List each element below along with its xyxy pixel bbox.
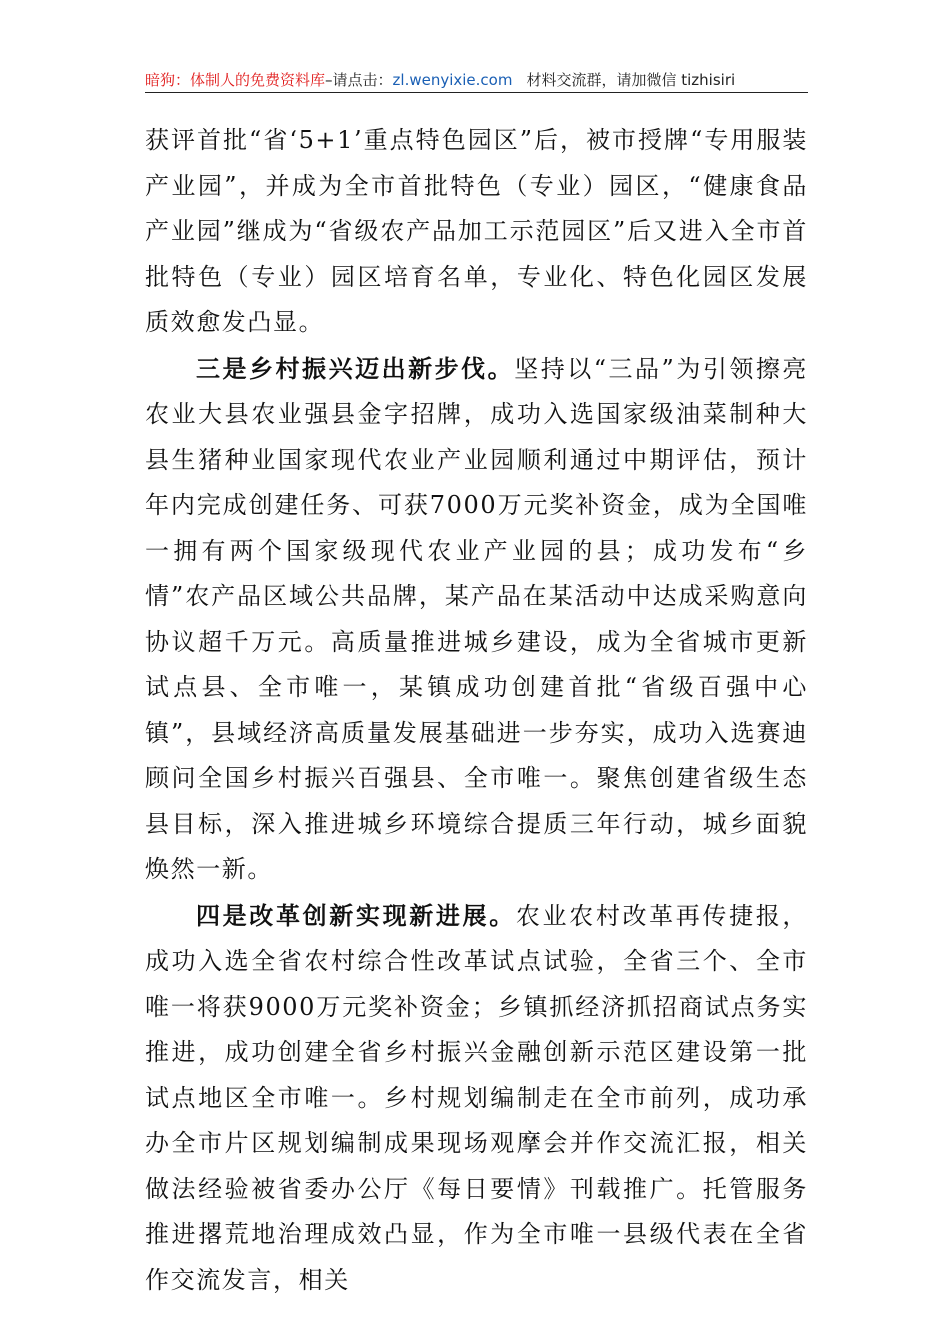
paragraph-2 bbox=[145, 346, 808, 893]
paragraph-1 bbox=[145, 117, 808, 346]
header-group-text: 材料交流群，请加微信 tizhisiri bbox=[526, 71, 736, 89]
paragraph-2-lead: 三是乡村振兴迈出新步伐。 bbox=[196, 353, 515, 383]
paragraph-2-text: 坚持以“三品”为引领擦亮农业大县农业强县金字招牌，成功入选国家级油菜制种大县生猪种业国家现代农业产业园顺利通过中期评估，预计年内完成创建任务、可获7000万元奖补资金，成为全国唯一拥有两个国家级现代农业产业园的县；成功发布“乡情”农产品区域公共品牌，某产品在某活动中达成采购意向协议超千万元。高质量推进城乡建设，成为全省城市更新试点县、全市唯一，某镇成功创建首批“省级百强中心镇”，县域经济高质量发展基础进一步夯实，成功入选赛迪顾问全国乡村振兴百强县、全市唯一。聚焦创建省级生态县目标，深入推进城乡环境综合提质三年行动，城乡面貌焕然一新。 bbox=[145, 354, 808, 883]
header-url-link[interactable]: zl.wenyixie.com bbox=[392, 71, 513, 89]
paragraph-3 bbox=[145, 893, 808, 1304]
page-header bbox=[145, 70, 808, 93]
paragraph-3-text: 农业农村改革再传捷报，成功入选全省农村综合性改革试点试验，全省三个、全市唯一将获9000万元奖补资金；乡镇抓经济抓招商试点务实推进，成功创建全省乡村振兴金融创新示范区建设第一批试点地区全市唯一。乡村规划编制走在全市前列，成功承办全市片区规划编制成果现场观摩会并作交流汇报，相关做法经验被省委办公厅《每日要情》刊载推广。托管服务推进撂荒地治理成效凸显，作为全市唯一县级代表在全省作交流发言，相关 bbox=[145, 901, 808, 1294]
paragraph-3-lead: 四是改革创新实现新进展。 bbox=[196, 900, 516, 930]
document-body bbox=[145, 117, 808, 1303]
header-promo-text: 暗狗：体制人的免费资料库 bbox=[145, 71, 326, 89]
paragraph-1-text: 获评首批“省‘5+1’重点特色园区”后，被市授牌“专用服装产业园”，并成为全市首批特色（专业）园区，“健康食品产业园”继成为“省级农产品加工示范园区”后又进入全市首批特色（专业）园区培育名单，专业化、特色化园区发展质效愈发凸显。 bbox=[145, 126, 808, 336]
header-prompt-text: –请点击： bbox=[325, 71, 393, 89]
